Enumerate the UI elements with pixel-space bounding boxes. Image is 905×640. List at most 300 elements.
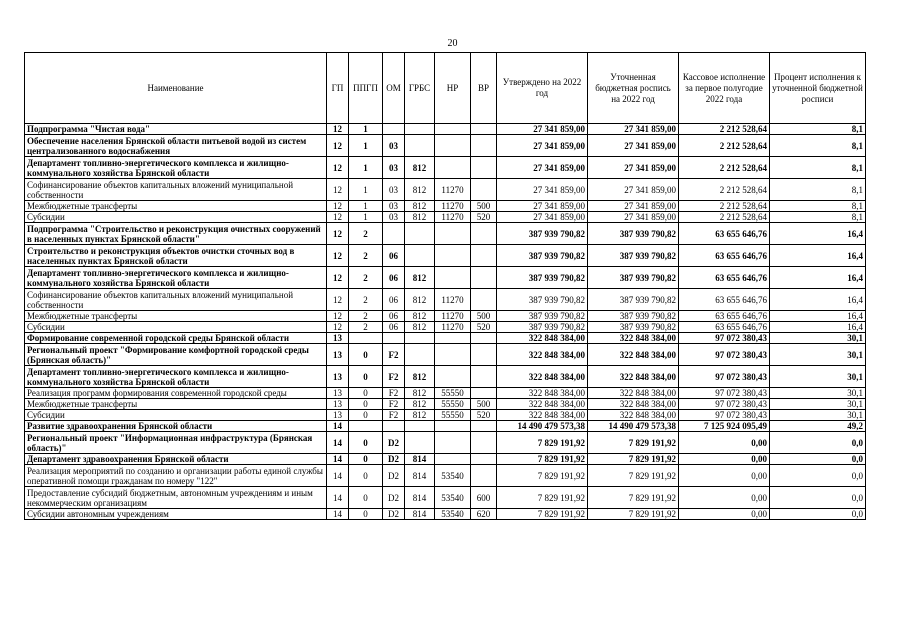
cell-grbs: 812 — [405, 201, 435, 212]
cell-gp: 12 — [327, 245, 349, 267]
cell-name: Региональный проект "Информационная инфраструктура (Брянская область)" — [25, 432, 327, 454]
cell-grbs: 812 — [405, 289, 435, 311]
cell-name: Софинансирование объектов капитальных вложений муниципальной собственности — [25, 289, 327, 311]
cell-gp: 12 — [327, 311, 349, 322]
cell-np — [435, 267, 471, 289]
cell-vr: 500 — [471, 399, 497, 410]
cell-approved: 14 490 479 573,38 — [497, 421, 588, 432]
header-np: НР — [435, 53, 471, 124]
cell-om: 06 — [383, 245, 405, 267]
table-body — [25, 124, 866, 520]
cell-approved: 7 829 191,92 — [497, 454, 588, 465]
cell-om: D2 — [383, 509, 405, 520]
header-percent: Процент исполнения к уточненной бюджетной росписи — [770, 53, 866, 124]
cell-cash: 2 212 528,64 — [679, 201, 770, 212]
cell-gp: 12 — [327, 223, 349, 245]
cell-cash: 0,00 — [679, 454, 770, 465]
cell-ppgp: 0 — [349, 410, 383, 421]
cell-ppgp: 1 — [349, 212, 383, 223]
cell-om: 06 — [383, 267, 405, 289]
table-row — [25, 421, 866, 432]
header-approved: Утверждено на 2022 год — [497, 53, 588, 124]
cell-percent: 0,0 — [770, 454, 866, 465]
cell-vr — [471, 333, 497, 344]
cell-vr — [471, 388, 497, 399]
cell-grbs: 812 — [405, 410, 435, 421]
cell-np: 11270 — [435, 179, 471, 201]
cell-np — [435, 135, 471, 157]
cell-vr — [471, 289, 497, 311]
cell-np — [435, 124, 471, 135]
cell-np — [435, 432, 471, 454]
cell-np: 11270 — [435, 289, 471, 311]
cell-ppgp: 2 — [349, 245, 383, 267]
cell-name: Развитие здравоохранения Брянской области — [25, 421, 327, 432]
cell-cash: 2 212 528,64 — [679, 179, 770, 201]
cell-vr — [471, 465, 497, 487]
cell-approved: 322 848 384,00 — [497, 333, 588, 344]
cell-om: 03 — [383, 157, 405, 179]
cell-grbs — [405, 344, 435, 366]
cell-vr: 600 — [471, 487, 497, 509]
table-row — [25, 322, 866, 333]
cell-percent: 8,1 — [770, 179, 866, 201]
table-row — [25, 465, 866, 487]
budget-table — [24, 52, 866, 520]
cell-name: Предоставление субсидий бюджетным, автономным учреждениям и иным некоммерческим организациям — [25, 487, 327, 509]
cell-approved: 27 341 859,00 — [497, 179, 588, 201]
table-header-row — [25, 53, 866, 124]
cell-grbs: 812 — [405, 267, 435, 289]
cell-np: 53540 — [435, 487, 471, 509]
cell-gp: 14 — [327, 421, 349, 432]
cell-approved: 387 939 790,82 — [497, 267, 588, 289]
cell-name: Региональный проект "Формирование комфортной городской среды (Брянская область)" — [25, 344, 327, 366]
cell-percent: 30,1 — [770, 366, 866, 388]
cell-vr: 520 — [471, 212, 497, 223]
cell-name: Департамент топливно-энергетического комплекса и жилищно-коммунального хозяйства Брянской области — [25, 157, 327, 179]
cell-cash: 2 212 528,64 — [679, 124, 770, 135]
table-row — [25, 487, 866, 509]
cell-ppgp: 2 — [349, 289, 383, 311]
cell-refined: 7 829 191,92 — [588, 465, 679, 487]
cell-refined: 7 829 191,92 — [588, 432, 679, 454]
header-cash: Кассовое исполнение за первое полугодие 2022 года — [679, 53, 770, 124]
cell-cash: 97 072 380,43 — [679, 388, 770, 399]
table-row — [25, 223, 866, 245]
cell-om: F2 — [383, 399, 405, 410]
cell-ppgp: 1 — [349, 201, 383, 212]
cell-cash: 0,00 — [679, 432, 770, 454]
cell-percent: 0,0 — [770, 509, 866, 520]
cell-np: 11270 — [435, 212, 471, 223]
cell-refined: 27 341 859,00 — [588, 201, 679, 212]
cell-ppgp: 2 — [349, 223, 383, 245]
cell-percent: 30,1 — [770, 399, 866, 410]
table-row — [25, 388, 866, 399]
cell-ppgp: 2 — [349, 322, 383, 333]
table-row — [25, 509, 866, 520]
cell-ppgp: 1 — [349, 135, 383, 157]
cell-cash: 0,00 — [679, 509, 770, 520]
cell-grbs: 812 — [405, 388, 435, 399]
cell-refined: 387 939 790,82 — [588, 267, 679, 289]
cell-percent: 16,4 — [770, 311, 866, 322]
cell-vr: 500 — [471, 201, 497, 212]
header-grbs: ГРБС — [405, 53, 435, 124]
cell-grbs — [405, 135, 435, 157]
cell-ppgp — [349, 421, 383, 432]
cell-name: Обеспечение населения Брянской области питьевой водой из систем централизованного водоснабжения — [25, 135, 327, 157]
cell-approved: 387 939 790,82 — [497, 289, 588, 311]
cell-grbs — [405, 333, 435, 344]
cell-approved: 7 829 191,92 — [497, 487, 588, 509]
table-row — [25, 157, 866, 179]
cell-om: F2 — [383, 344, 405, 366]
cell-om: F2 — [383, 366, 405, 388]
cell-cash: 97 072 380,43 — [679, 399, 770, 410]
cell-refined: 387 939 790,82 — [588, 245, 679, 267]
cell-name: Межбюджетные трансферты — [25, 311, 327, 322]
cell-approved: 322 848 384,00 — [497, 388, 588, 399]
cell-om: 06 — [383, 322, 405, 333]
cell-percent: 8,1 — [770, 157, 866, 179]
cell-approved: 322 848 384,00 — [497, 344, 588, 366]
cell-om: D2 — [383, 454, 405, 465]
cell-np — [435, 344, 471, 366]
cell-om: D2 — [383, 465, 405, 487]
cell-gp: 13 — [327, 366, 349, 388]
header-om: ОМ — [383, 53, 405, 124]
cell-gp: 14 — [327, 432, 349, 454]
cell-approved: 27 341 859,00 — [497, 201, 588, 212]
cell-vr — [471, 245, 497, 267]
cell-approved: 322 848 384,00 — [497, 366, 588, 388]
cell-name: Подпрограмма "Чистая вода" — [25, 124, 327, 135]
table-row — [25, 179, 866, 201]
cell-grbs: 812 — [405, 212, 435, 223]
cell-gp: 12 — [327, 124, 349, 135]
cell-om: F2 — [383, 410, 405, 421]
cell-name: Строительство и реконструкция объектов очистки сточных вод в населенных пунктах Брянской области — [25, 245, 327, 267]
header-refined: Уточненная бюджетная роспись на 2022 год — [588, 53, 679, 124]
cell-percent: 0,0 — [770, 487, 866, 509]
cell-grbs: 812 — [405, 311, 435, 322]
cell-approved: 27 341 859,00 — [497, 212, 588, 223]
cell-name: Формирование современной городской среды Брянской области — [25, 333, 327, 344]
cell-refined: 27 341 859,00 — [588, 157, 679, 179]
cell-np — [435, 245, 471, 267]
cell-gp: 14 — [327, 454, 349, 465]
cell-vr — [471, 366, 497, 388]
cell-om: D2 — [383, 432, 405, 454]
cell-name: Межбюджетные трансферты — [25, 201, 327, 212]
cell-grbs: 814 — [405, 454, 435, 465]
cell-refined: 322 848 384,00 — [588, 388, 679, 399]
cell-ppgp — [349, 333, 383, 344]
cell-approved: 322 848 384,00 — [497, 410, 588, 421]
cell-vr — [471, 421, 497, 432]
cell-ppgp: 0 — [349, 432, 383, 454]
cell-cash: 2 212 528,64 — [679, 135, 770, 157]
cell-percent: 30,1 — [770, 333, 866, 344]
cell-refined: 322 848 384,00 — [588, 344, 679, 366]
cell-cash: 63 655 646,76 — [679, 223, 770, 245]
cell-gp: 14 — [327, 487, 349, 509]
table-row — [25, 410, 866, 421]
cell-approved: 322 848 384,00 — [497, 399, 588, 410]
cell-vr: 620 — [471, 509, 497, 520]
cell-vr: 520 — [471, 322, 497, 333]
table-row — [25, 289, 866, 311]
cell-approved: 7 829 191,92 — [497, 432, 588, 454]
table-row — [25, 333, 866, 344]
cell-vr: 520 — [471, 410, 497, 421]
cell-np: 11270 — [435, 322, 471, 333]
cell-name: Межбюджетные трансферты — [25, 399, 327, 410]
cell-refined: 14 490 479 573,38 — [588, 421, 679, 432]
cell-ppgp: 0 — [349, 454, 383, 465]
cell-approved: 387 939 790,82 — [497, 223, 588, 245]
cell-approved: 27 341 859,00 — [497, 124, 588, 135]
cell-gp: 14 — [327, 509, 349, 520]
cell-gp: 12 — [327, 135, 349, 157]
table-row — [25, 344, 866, 366]
cell-gp: 13 — [327, 344, 349, 366]
table-row — [25, 399, 866, 410]
cell-grbs — [405, 223, 435, 245]
cell-percent: 16,4 — [770, 245, 866, 267]
cell-approved: 387 939 790,82 — [497, 322, 588, 333]
cell-om — [383, 124, 405, 135]
cell-om — [383, 333, 405, 344]
cell-gp: 12 — [327, 289, 349, 311]
table-row — [25, 135, 866, 157]
header-ppgp: ППГП — [349, 53, 383, 124]
table-row — [25, 366, 866, 388]
cell-percent: 8,1 — [770, 124, 866, 135]
cell-gp: 13 — [327, 333, 349, 344]
cell-grbs: 812 — [405, 179, 435, 201]
cell-cash: 2 212 528,64 — [679, 157, 770, 179]
cell-cash: 7 125 924 095,49 — [679, 421, 770, 432]
cell-np: 11270 — [435, 311, 471, 322]
cell-vr: 500 — [471, 311, 497, 322]
cell-vr — [471, 454, 497, 465]
cell-vr — [471, 157, 497, 179]
cell-ppgp: 0 — [349, 465, 383, 487]
table-row — [25, 311, 866, 322]
cell-ppgp: 0 — [349, 388, 383, 399]
cell-gp: 13 — [327, 388, 349, 399]
cell-approved: 7 829 191,92 — [497, 465, 588, 487]
cell-name: Департамент здравоохранения Брянской области — [25, 454, 327, 465]
cell-grbs: 814 — [405, 509, 435, 520]
cell-approved: 387 939 790,82 — [497, 245, 588, 267]
cell-gp: 12 — [327, 322, 349, 333]
cell-grbs: 812 — [405, 157, 435, 179]
cell-cash: 0,00 — [679, 487, 770, 509]
cell-cash: 63 655 646,76 — [679, 322, 770, 333]
cell-np: 55550 — [435, 399, 471, 410]
cell-ppgp: 1 — [349, 157, 383, 179]
cell-gp: 12 — [327, 157, 349, 179]
cell-np — [435, 454, 471, 465]
cell-grbs — [405, 421, 435, 432]
cell-percent: 8,1 — [770, 201, 866, 212]
cell-approved: 27 341 859,00 — [497, 157, 588, 179]
cell-refined: 7 829 191,92 — [588, 454, 679, 465]
cell-grbs: 812 — [405, 399, 435, 410]
cell-gp: 12 — [327, 267, 349, 289]
cell-cash: 2 212 528,64 — [679, 212, 770, 223]
cell-refined: 7 829 191,92 — [588, 509, 679, 520]
cell-om: 03 — [383, 135, 405, 157]
cell-cash: 63 655 646,76 — [679, 289, 770, 311]
cell-refined: 322 848 384,00 — [588, 333, 679, 344]
cell-gp: 12 — [327, 201, 349, 212]
cell-np: 53540 — [435, 509, 471, 520]
table-row — [25, 201, 866, 212]
cell-np — [435, 157, 471, 179]
cell-approved: 27 341 859,00 — [497, 135, 588, 157]
cell-np: 11270 — [435, 201, 471, 212]
cell-refined: 322 848 384,00 — [588, 366, 679, 388]
cell-np: 53540 — [435, 465, 471, 487]
cell-approved: 7 829 191,92 — [497, 509, 588, 520]
cell-refined: 7 829 191,92 — [588, 487, 679, 509]
cell-grbs: 812 — [405, 322, 435, 333]
header-vr: ВР — [471, 53, 497, 124]
cell-grbs: 812 — [405, 366, 435, 388]
table-row — [25, 212, 866, 223]
table-row — [25, 124, 866, 135]
cell-cash: 63 655 646,76 — [679, 267, 770, 289]
cell-percent: 8,1 — [770, 135, 866, 157]
cell-om: 03 — [383, 212, 405, 223]
cell-vr — [471, 344, 497, 366]
page-number: 20 — [447, 38, 458, 49]
cell-percent: 49,2 — [770, 421, 866, 432]
cell-name: Субсидии — [25, 410, 327, 421]
cell-np: 55550 — [435, 388, 471, 399]
cell-ppgp: 2 — [349, 267, 383, 289]
cell-vr — [471, 267, 497, 289]
cell-name: Софинансирование объектов капитальных вложений муниципальной собственности — [25, 179, 327, 201]
cell-name: Реализация программ формирования современной городской среды — [25, 388, 327, 399]
cell-gp: 13 — [327, 399, 349, 410]
cell-np — [435, 333, 471, 344]
cell-refined: 387 939 790,82 — [588, 223, 679, 245]
cell-refined: 27 341 859,00 — [588, 179, 679, 201]
cell-grbs — [405, 245, 435, 267]
cell-gp: 12 — [327, 179, 349, 201]
table-row — [25, 454, 866, 465]
cell-percent: 16,4 — [770, 289, 866, 311]
cell-ppgp: 0 — [349, 509, 383, 520]
cell-grbs — [405, 124, 435, 135]
cell-cash: 63 655 646,76 — [679, 311, 770, 322]
cell-name: Субсидии — [25, 212, 327, 223]
cell-percent: 16,4 — [770, 322, 866, 333]
cell-np — [435, 366, 471, 388]
cell-om — [383, 223, 405, 245]
cell-percent: 30,1 — [770, 388, 866, 399]
cell-vr — [471, 124, 497, 135]
cell-np — [435, 421, 471, 432]
cell-percent: 0,0 — [770, 432, 866, 454]
table-row — [25, 245, 866, 267]
cell-vr — [471, 179, 497, 201]
cell-percent: 8,1 — [770, 212, 866, 223]
cell-cash: 0,00 — [679, 465, 770, 487]
cell-ppgp: 1 — [349, 179, 383, 201]
cell-om: 03 — [383, 179, 405, 201]
cell-gp: 14 — [327, 465, 349, 487]
cell-refined: 322 848 384,00 — [588, 410, 679, 421]
cell-gp: 12 — [327, 212, 349, 223]
cell-approved: 387 939 790,82 — [497, 311, 588, 322]
cell-percent: 30,1 — [770, 344, 866, 366]
cell-refined: 27 341 859,00 — [588, 135, 679, 157]
cell-om: D2 — [383, 487, 405, 509]
cell-om: F2 — [383, 388, 405, 399]
header-name: Наименование — [25, 53, 327, 124]
cell-ppgp: 2 — [349, 311, 383, 322]
cell-ppgp: 0 — [349, 399, 383, 410]
cell-ppgp: 0 — [349, 366, 383, 388]
cell-grbs: 814 — [405, 465, 435, 487]
table-row — [25, 432, 866, 454]
cell-om: 06 — [383, 289, 405, 311]
cell-vr — [471, 432, 497, 454]
cell-grbs — [405, 432, 435, 454]
cell-refined: 387 939 790,82 — [588, 322, 679, 333]
cell-cash: 97 072 380,43 — [679, 366, 770, 388]
cell-ppgp: 0 — [349, 344, 383, 366]
cell-name: Департамент топливно-энергетического комплекса и жилищно-коммунального хозяйства Брянской области — [25, 366, 327, 388]
table-row — [25, 267, 866, 289]
cell-np: 55550 — [435, 410, 471, 421]
cell-om: 03 — [383, 201, 405, 212]
cell-name: Субсидии — [25, 322, 327, 333]
cell-cash: 97 072 380,43 — [679, 410, 770, 421]
cell-percent: 16,4 — [770, 223, 866, 245]
cell-vr — [471, 135, 497, 157]
cell-refined: 27 341 859,00 — [588, 212, 679, 223]
cell-name: Департамент топливно-энергетического комплекса и жилищно-коммунального хозяйства Брянской области — [25, 267, 327, 289]
cell-cash: 97 072 380,43 — [679, 344, 770, 366]
cell-percent: 16,4 — [770, 267, 866, 289]
header-gp: ГП — [327, 53, 349, 124]
cell-vr — [471, 223, 497, 245]
cell-refined: 27 341 859,00 — [588, 124, 679, 135]
cell-percent: 30,1 — [770, 410, 866, 421]
cell-cash: 97 072 380,43 — [679, 333, 770, 344]
cell-refined: 387 939 790,82 — [588, 311, 679, 322]
cell-om: 06 — [383, 311, 405, 322]
cell-cash: 63 655 646,76 — [679, 245, 770, 267]
cell-name: Субсидии автономным учреждениям — [25, 509, 327, 520]
cell-percent: 0,0 — [770, 465, 866, 487]
cell-grbs: 814 — [405, 487, 435, 509]
cell-ppgp: 1 — [349, 124, 383, 135]
cell-om — [383, 421, 405, 432]
cell-refined: 387 939 790,82 — [588, 289, 679, 311]
cell-name: Реализация мероприятий по созданию и организации работы единой службы оперативной помощи гражданам по номеру "122" — [25, 465, 327, 487]
cell-ppgp: 0 — [349, 487, 383, 509]
cell-name: Подпрограмма "Строительство и реконструкция очистных сооружений в населенных пунктах Брянской области" — [25, 223, 327, 245]
